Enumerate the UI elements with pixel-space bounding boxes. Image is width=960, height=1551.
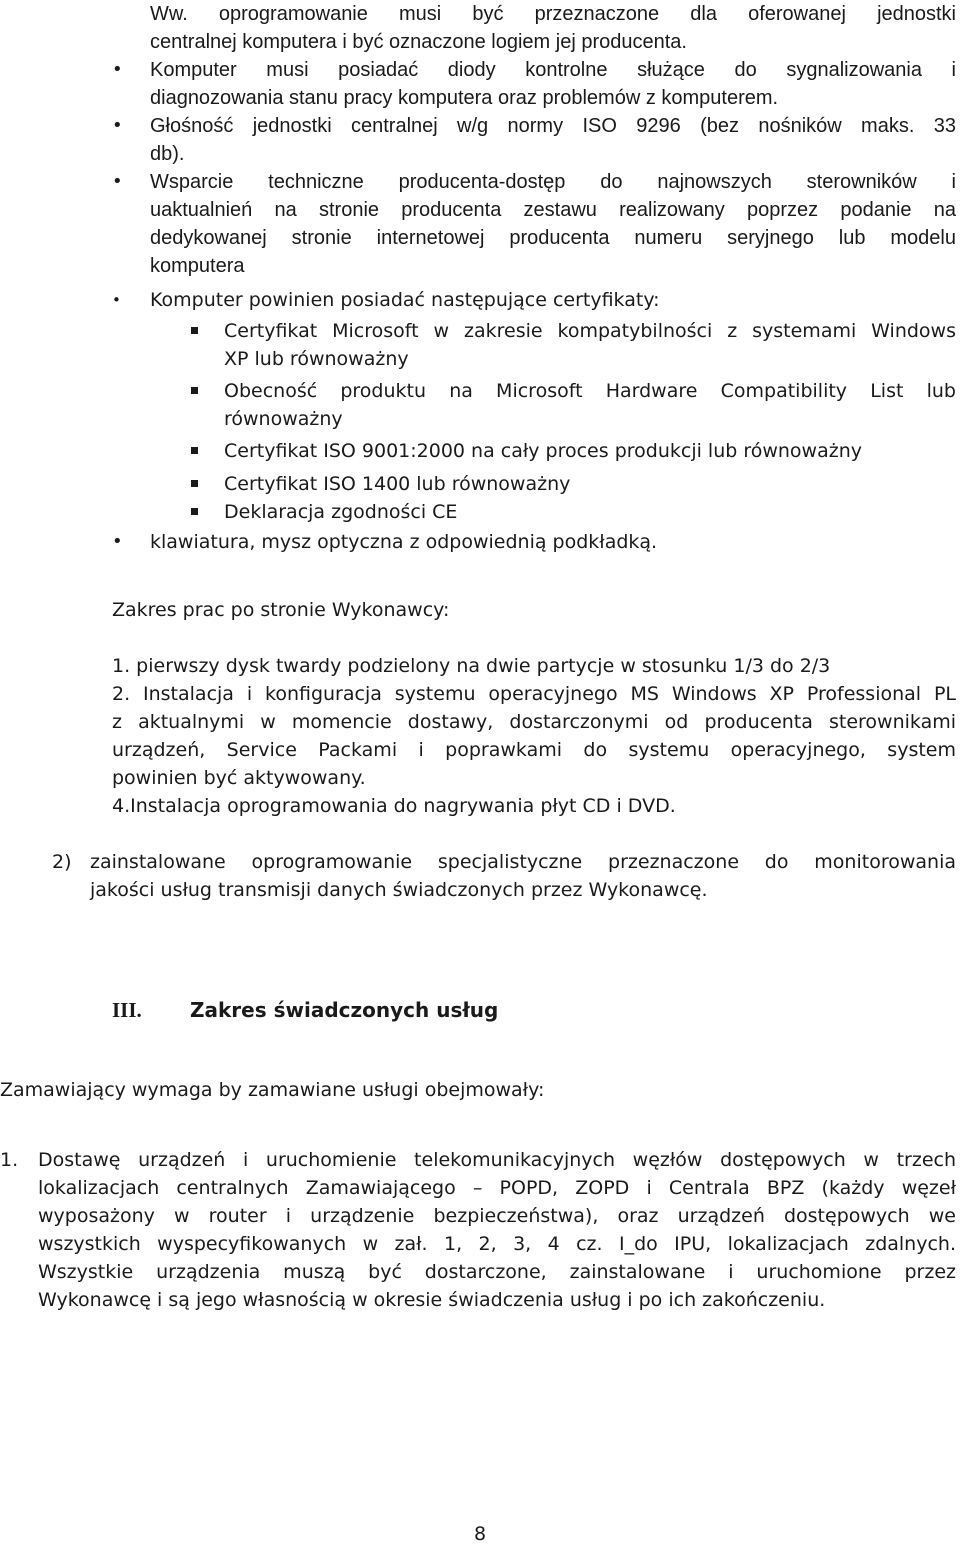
square-bullet-icon	[191, 327, 198, 334]
support-line4: komputera	[150, 255, 245, 277]
cert-microsoft-line1: Certyfikat Microsoft w zakresie kompatybilności z systemami Windows	[224, 320, 956, 342]
section-item-line1: Dostawę urządzeń i uruchomienie telekomunikacyjnych węzłów dostępowych w trzech	[38, 1149, 956, 1171]
contractor-scope-heading: Zakres prac po stronie Wykonawcy:	[112, 599, 450, 621]
scope-item-4: 4.Instalacja oprogramowania do nagrywania płyt CD i DVD.	[112, 795, 676, 817]
bullet-icon: •	[112, 531, 123, 552]
scope-item-2-line3: urządzeń, Service Packami i poprawkami do systemu operacyjnego, system	[112, 739, 956, 761]
cert-hcl-line2: równoważny	[224, 408, 343, 430]
noise-line2: db).	[150, 143, 185, 165]
bullet-icon: •	[112, 59, 123, 80]
section-title: Zakres świadczonych usług	[190, 998, 499, 1022]
requirement-software-line2: centralnej komputera i być oznaczone logiem jej producenta.	[150, 31, 687, 53]
point-2-number: 2)	[52, 851, 72, 873]
section-item-line3: wyposażony w router i urządzenie bezpieczeństwa), oraz urządzeń dostępowych we	[38, 1205, 956, 1227]
section-item-number: 1.	[0, 1149, 19, 1171]
cert-hcl-line1: Obecność produktu na Microsoft Hardware Compatibility List lub	[224, 380, 956, 402]
certs-intro: Komputer powinien posiadać następujące certyfikaty:	[150, 289, 660, 311]
section-item-line4: wszystkich wyspecyfikowanych w zał. 1, 2, 3, 4 cz. I_do IPU, lokalizacjach zdalnych.	[38, 1233, 956, 1255]
support-line2: uaktualnień na stronie producenta zestawu realizowany poprzez podanie na	[150, 199, 956, 221]
requirement-software-line1: Ww. oprogramowanie musi być przeznaczone dla oferowanej jednostki	[150, 3, 956, 25]
cert-iso1400: Certyfikat ISO 1400 lub równoważny	[224, 473, 571, 495]
bullet-icon: •	[112, 115, 123, 136]
keyboard-mouse: klawiatura, mysz optyczna z odpowiednią podkładką.	[150, 531, 658, 553]
diodes-line1: Komputer musi posiadać diody kontrolne służące do sygnalizowania i	[150, 59, 956, 81]
section-item-line5: Wszystkie urządzenia muszą być dostarczone, zainstalowane i uruchomione przez	[38, 1261, 956, 1283]
section-number: III.	[112, 998, 142, 1022]
point-2-line1: zainstalowane oprogramowanie specjalistyczne przeznaczone do monitorowania	[90, 851, 956, 873]
cert-ce: Deklaracja zgodności CE	[224, 501, 458, 523]
cert-iso9001: Certyfikat ISO 9001:2000 na cały proces produkcji lub równoważny	[224, 440, 863, 462]
section-item-line2: lokalizacjach centralnych Zamawiającego – POPD, ZOPD i Centrala BPZ (każdy węzeł	[38, 1177, 956, 1199]
point-2-line2: jakości usług transmisji danych świadczonych przez Wykonawcę.	[90, 879, 708, 901]
support-line3: dedykowanej stronie internetowej producenta numeru seryjnego lub modelu	[150, 227, 956, 249]
cert-microsoft-line2: XP lub równoważny	[224, 348, 409, 370]
scope-item-2-line4: powinien być aktywowany.	[112, 767, 366, 789]
diodes-line2: diagnozowania stanu pracy komputera oraz problemów z komputerem.	[150, 87, 779, 109]
scope-item-2-line2: z aktualnymi w momencie dostawy, dostarczonymi od producenta sterownikami	[112, 711, 956, 733]
scope-item-2-line1: 2. Instalacja i konfiguracja systemu operacyjnego MS Windows XP Professional PL	[112, 683, 956, 705]
bullet-icon: •	[112, 171, 123, 192]
square-bullet-icon	[191, 508, 198, 515]
scope-item-1: 1. pierwszy dysk twardy podzielony na dwie partycje w stosunku 1/3 do 2/3	[112, 655, 831, 677]
section-item-line6: Wykonawcę i są jego własnością w okresie świadczenia usług i po ich zakończeniu.	[38, 1289, 826, 1311]
noise-line1: Głośność jednostki centralnej w/g normy ISO 9296 (bez nośników maks. 33	[150, 115, 956, 137]
page-number: 8	[473, 1523, 487, 1545]
section-intro: Zamawiający wymaga by zamawiane usługi obejmowały:	[0, 1079, 545, 1101]
bullet-icon: •	[112, 291, 121, 309]
square-bullet-icon	[191, 387, 198, 394]
square-bullet-icon	[191, 447, 198, 454]
support-line1: Wsparcie techniczne producenta-dostęp do najnowszych sterowników i	[150, 171, 956, 193]
square-bullet-icon	[191, 480, 198, 487]
